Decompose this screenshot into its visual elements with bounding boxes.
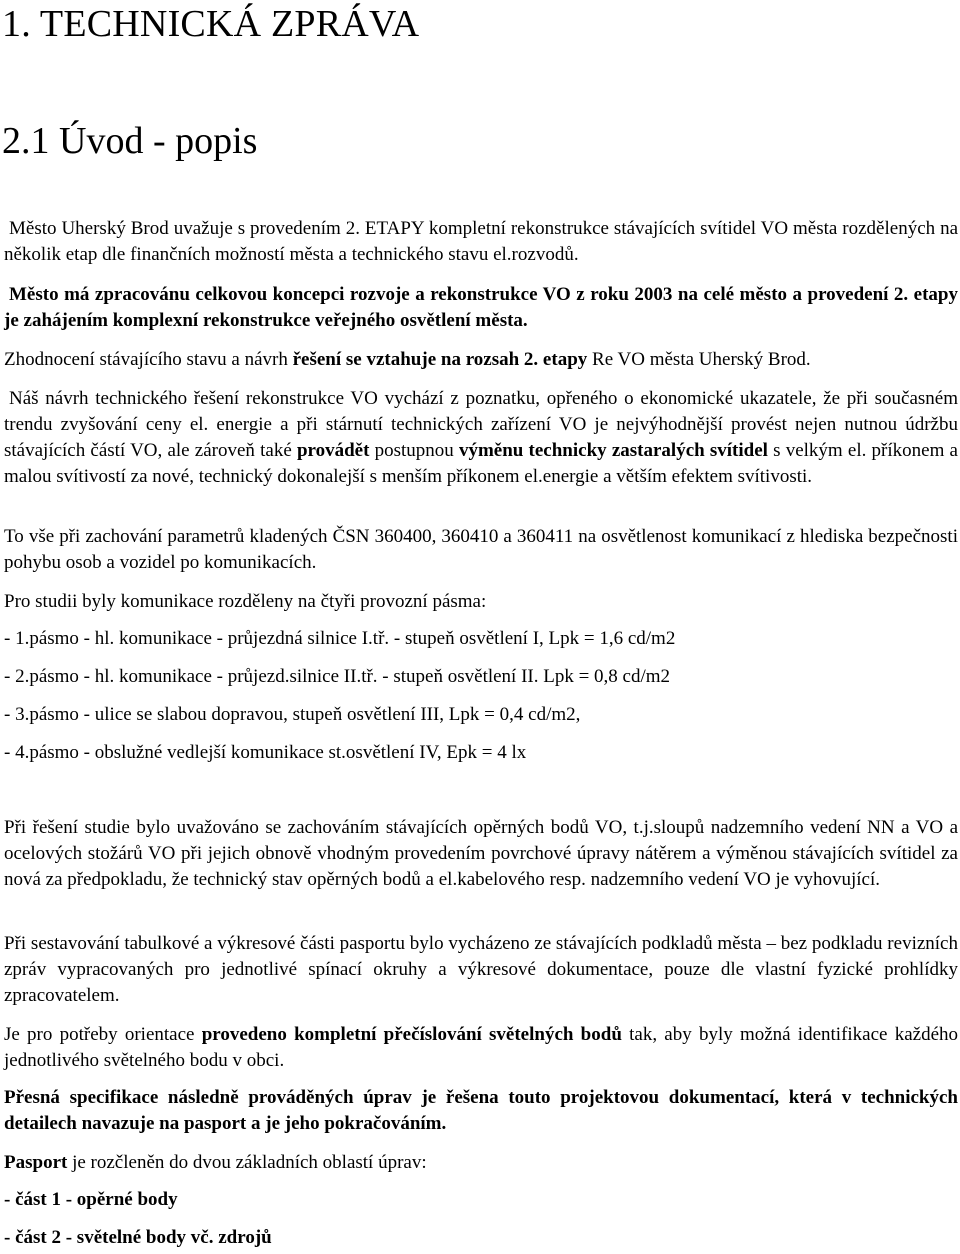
part-item-1: - část 1 - opěrné body xyxy=(4,1189,178,1210)
zone-item-2: - 2.pásmo - hl. komunikace - průjezd.silnice II.tř. - stupeň osvětlení II. Lpk = 0,8 cd/m2 xyxy=(4,666,671,687)
concept-paragraph: Město má zpracovánu celkovou koncepci rozvoje a rekonstrukce VO z roku 2003 na celé město a provedení 2. etapy je zahájením komplexní rekonstrukce veřejného osvětlení města. xyxy=(4,284,958,331)
zone-item-4: - 4.pásmo - obslužné vedlejší komunikace st.osvětlení IV, Epk = 4 lx xyxy=(4,742,527,763)
section-heading: 2.1 Úvod - popis xyxy=(2,120,258,162)
passport-paragraph: Při sestavování tabulkové a výkresové části pasportu bylo vycházeno ze stávajících podkladů města – bez podkladu revizních zpráv vypracovaných pro jednotlivé spínací okruhy a výkresové dokumentace, pouze dle vlastní fyzické prohlídky zpracovatelem. xyxy=(4,933,958,1006)
document-title: 1. TECHNICKÁ ZPRÁVA xyxy=(2,3,420,45)
passport-structure-paragraph: Pasport je rozčleněn do dvou základních oblastí úprav: xyxy=(4,1152,427,1173)
part-item-2: - část 2 - světelné body vč. zdrojů xyxy=(4,1227,272,1248)
intro-paragraph: Město Uherský Brod uvažuje s provedením 2. ETAPY kompletní rekonstrukce stávajících svítidel VO města rozdělených na několik etap dle finančních možností města a technického stavu el.rozvodů. xyxy=(4,218,958,265)
zone-item-1: - 1.pásmo - hl. komunikace - průjezdná silnice I.tř. - stupeň osvětlení I, Lpk = 1,6 cd/m2 xyxy=(4,628,676,649)
proposal-paragraph: Náš návrh technického řešení rekonstrukce VO vychází z poznatku, opřeného o ekonomické ukazatele, že při současném trendu zvyšování ceny el. energie a při stárnutí technických zařízení VO je nejvýhodnější provést nejen nutnou údržbu stávajících částí VO, ale zároveň také provádět postupnou výměnu technicky zastaralých svítidel s velkým el. příkonem a malou svítivostí za nové, technický dokonalejší s menším příkonem el.energie a větším efektem svítivosti. xyxy=(4,388,958,487)
assessment-paragraph: Zhodnocení stávajícího stavu a návrh řešení se vztahuje na rozsah 2. etapy Re VO města Uherský Brod. xyxy=(4,349,811,370)
zones-intro: Pro studii byly komunikace rozděleny na čtyři provozní pásma: xyxy=(4,591,487,612)
numbering-paragraph: Je pro potřeby orientace provedeno kompletní přečíslování světelných bodů tak, aby byly možná identifikace každého jednotlivého světelného bodu v obci. xyxy=(4,1024,959,1071)
specification-paragraph: Přesná specifikace následně prováděných úprav je řešena touto projektovou dokumentací, která v technických detailech navazuje na pasport a je jeho pokračováním. xyxy=(4,1087,958,1134)
study-paragraph: Při řešení studie bylo uvažováno se zachováním stávajících opěrných bodů VO, t.j.sloupů nadzemního vedení NN a VO a ocelových stožárů VO při jejich obnově vhodným provedením povrchové úpravy nátěrem a výměnou stávajících svítidel za nová za předpokladu, že technický stav opěrných bodů a el.kabelového resp. nadzemního vedení VO je vyhovující. xyxy=(4,817,958,890)
zone-item-3: - 3.pásmo - ulice se slabou dopravou, stupeň osvětlení III, Lpk = 0,4 cd/m2, xyxy=(4,704,581,725)
standards-paragraph: To vše při zachování parametrů kladených ČSN 360400, 360410 a 360411 na osvětlenost komunikací z hlediska bezpečnosti pohybu osob a vozidel po komunikacích. xyxy=(4,526,958,573)
